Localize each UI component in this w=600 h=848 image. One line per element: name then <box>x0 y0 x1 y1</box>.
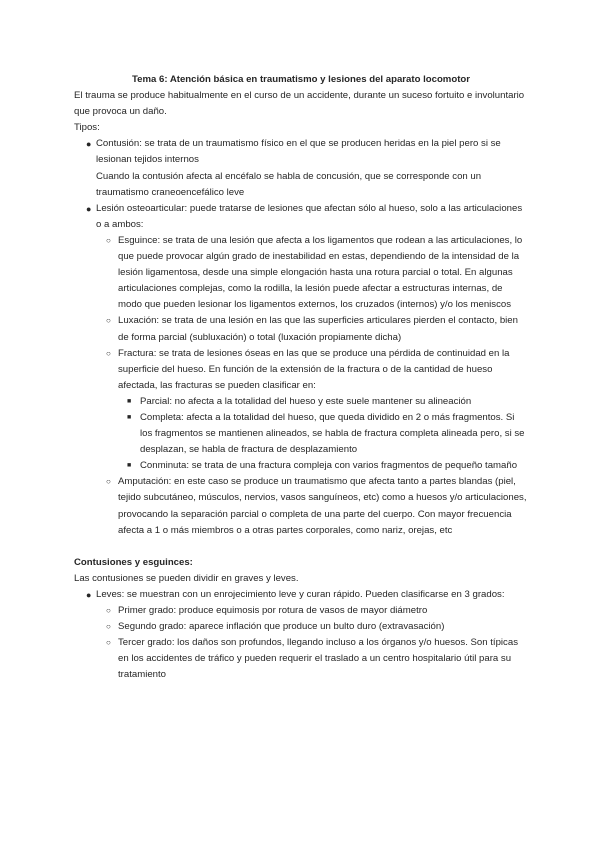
document-body <box>74 72 528 683</box>
fractura-sublist <box>118 394 528 474</box>
circle-bullet-icon: ○ <box>106 316 111 326</box>
parcial-text: Parcial: no afecta a la totalidad del hueso y este suele mantener su alineación <box>140 395 472 407</box>
section-intro: Las contusiones se pueden dividir en graves y leves. <box>74 572 299 584</box>
list-item-contusion <box>74 136 528 200</box>
contusiones-list <box>74 587 528 684</box>
grado-3-text: Tercer grado: los daños son profundos, llegando incluso a los órganos y/o huesos. Son típicas en los accidentes de tráfico y pueden requerir el traslado a un centro hospitalario útil para su tratamiento <box>118 637 518 681</box>
leves-text: Leves: se muestran con un enrojecimiento leve y curan rápido. Pueden clasificarse en 3 grados: <box>96 588 505 600</box>
bullet-icon: ● <box>86 589 92 600</box>
circle-bullet-icon: ○ <box>106 622 111 632</box>
list-item-fractura <box>96 346 528 475</box>
circle-bullet-icon: ○ <box>106 638 111 648</box>
tipos-list <box>74 136 528 538</box>
osteoarticular-sublist <box>96 233 528 539</box>
bullet-icon: ● <box>86 139 92 150</box>
grados-sublist <box>96 603 528 683</box>
list-item-amputacion <box>96 474 528 538</box>
list-item-grado-1 <box>96 603 528 619</box>
osteoarticular-text: Lesión osteoarticular: puede tratarse de lesiones que afectan sólo al hueso, solo a las articulaciones o a ambos: <box>96 202 523 230</box>
list-item-conminuta <box>118 458 528 474</box>
circle-bullet-icon: ○ <box>106 348 111 358</box>
completa-text: Completa: afecta a la totalidad del hueso, que queda dividido en 2 o más fragmentos. Si los fragmentos se mantienen alineados, se habla de fractura completa alineada pero, si se desplazan, se habla de fractura de desplazamiento <box>140 411 525 456</box>
conminuta-text: Conminuta: se trata de una fractura compleja con varios fragmentos de pequeño tamaño <box>140 460 518 472</box>
fractura-text: Fractura: se trata de lesiones óseas en las que se produce una pérdida de continuidad en la superficie del hueso. En función de la extensión de la fractura o de la cantidad de hueso afectada, las fracturas se pueden clasificar en: <box>118 347 510 391</box>
list-item-completa <box>118 410 528 458</box>
contusion-note: Cuando la contusión afecta al encéfalo se habla de concusión, que se corresponde con un traumatismo craneoencefálico leve <box>96 170 482 198</box>
document-title: Tema 6: Atención básica en traumatismo y lesiones del aparato locomotor <box>131 74 470 85</box>
list-item-grado-3 <box>96 635 528 683</box>
list-item-luxacion <box>96 313 528 345</box>
luxacion-text: Luxación: se trata de una lesión en las que las superficies articulares pierden el contacto, bien de forma parcial (subluxación) o total (luxación propiamente dicha) <box>118 315 518 343</box>
list-item-leves <box>74 587 528 684</box>
square-bullet-icon: ■ <box>127 462 132 470</box>
list-item-esguince <box>96 233 528 313</box>
square-bullet-icon: ■ <box>127 413 132 421</box>
grado-2-text: Segundo grado: aparece inflación que produce un bulto duro (extravasación) <box>118 621 445 633</box>
amputacion-text: Amputación: en este caso se produce un traumatismo que afecta tanto a partes blandas (piel, tejido subcutáneo, músculos, nervios, vasos sanguíneos, etc) como a huesos y/o articulaciones, provocando la separación parcial o completa de una parte del cuerpo. Con mayor frecuencia afecta a 1 o más miembros o a otras partes corporales, como nariz, orejas, etc <box>118 476 527 536</box>
list-item-grado-2 <box>96 619 528 635</box>
list-item-parcial <box>118 394 528 410</box>
circle-bullet-icon: ○ <box>106 235 111 245</box>
intro-paragraph: El trauma se produce habitualmente en el curso de un accidente, durante un suceso fortuito e involuntario que provoca un daño. <box>74 90 525 118</box>
section-heading: Contusiones y esguinces: <box>74 556 193 568</box>
esguince-text: Esguince: se trata de una lesión que afecta a los ligamentos que rodean a las articulaciones, lo que puede provocar algún grado de inestabilidad en estas, dependiendo de la intensidad de la lesión ligamentosa, desde una simple elongación hasta una rotura parcial o total. En algunas articulaciones complejas, como la rodilla, la lesión puede afectar a estructuras internas, de modo que pueden lesionar los ligamentos externos, los cruzados (internos) y/o los meniscos <box>118 234 523 311</box>
tipos-label: Tipos: <box>74 122 100 134</box>
circle-bullet-icon: ○ <box>106 606 111 615</box>
list-item-osteoarticular <box>74 201 528 539</box>
circle-bullet-icon: ○ <box>106 477 111 487</box>
contusion-text: Contusión: se trata de un traumatismo físico en el que se producen heridas en la piel pero si se lesionan tejidos internos <box>96 138 501 166</box>
grado-1-text: Primer grado: produce equimosis por rotura de vasos de mayor diámetro <box>118 605 428 616</box>
square-bullet-icon: ■ <box>127 397 132 405</box>
bullet-icon: ● <box>86 203 92 214</box>
